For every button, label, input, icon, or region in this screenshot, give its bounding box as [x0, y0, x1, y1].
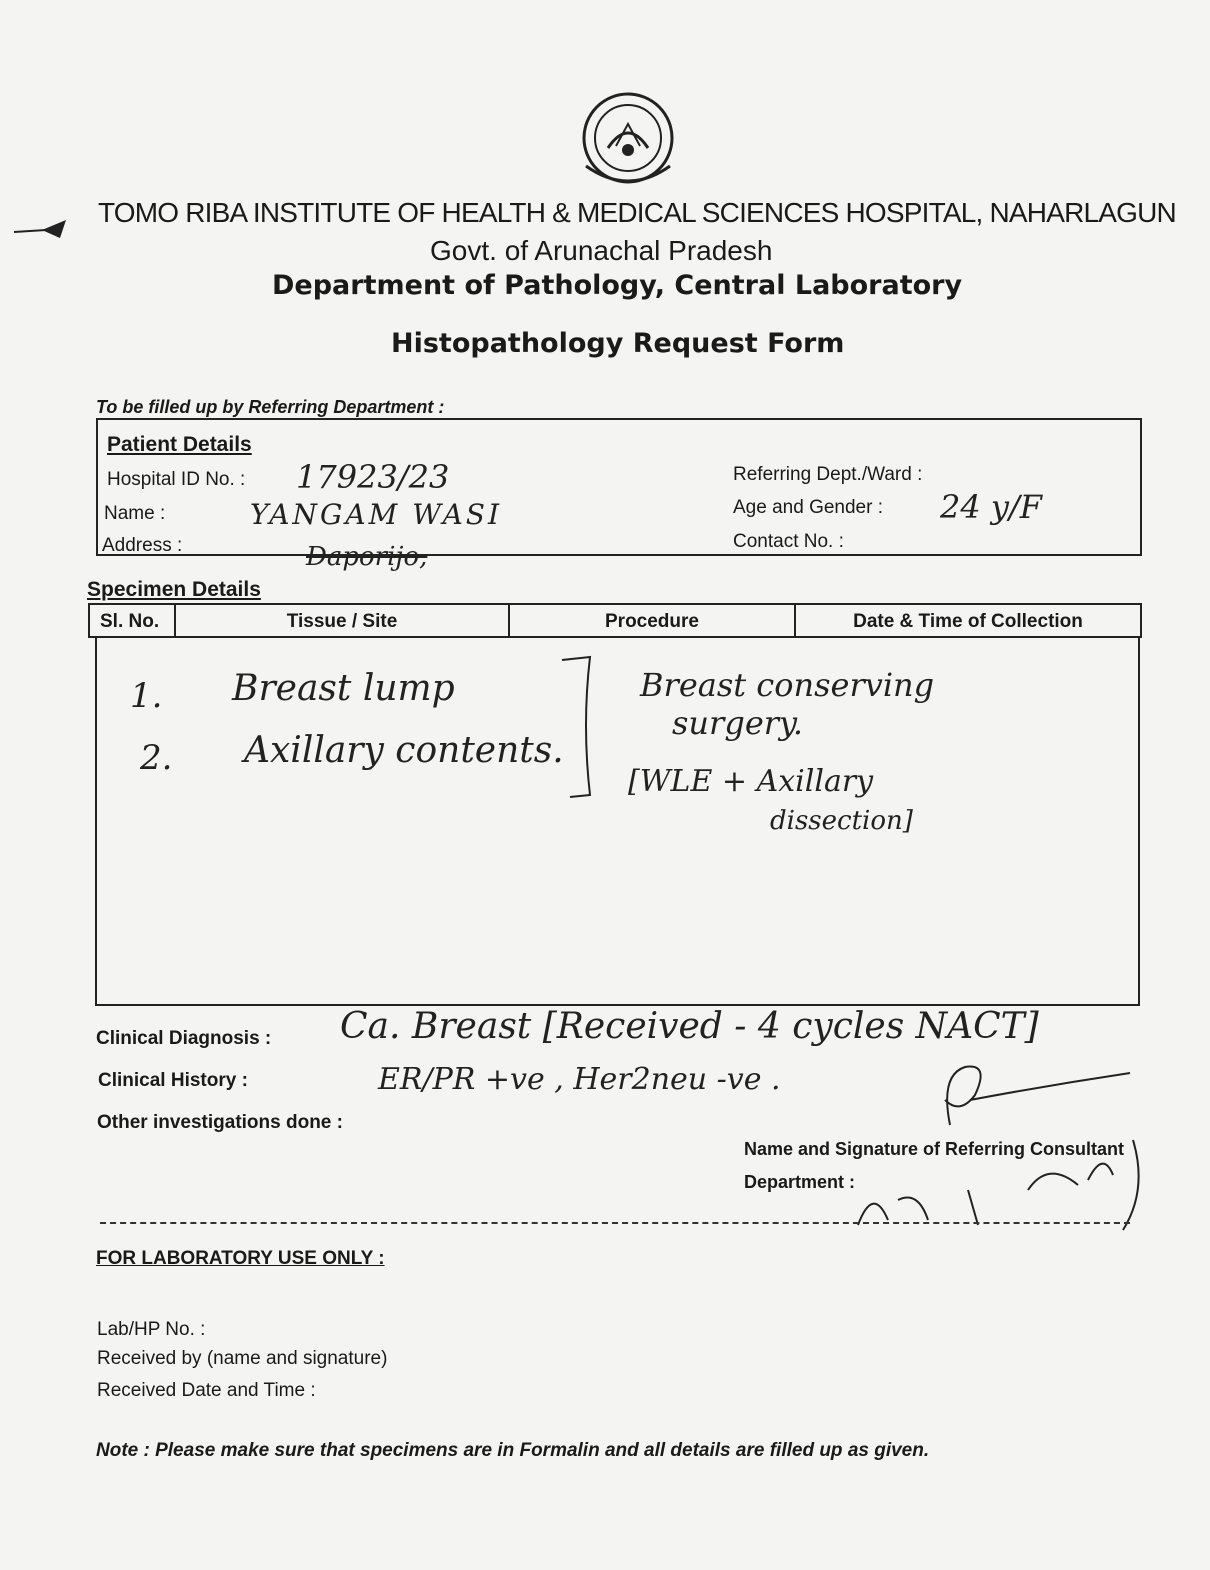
formalin-note: Note : Please make sure that specimens are in Formalin and all details are filled up as given. — [96, 1440, 930, 1461]
instruction-text: To be filled up by Referring Department : — [96, 397, 445, 417]
patient-details-heading: Patient Details — [107, 433, 252, 456]
patient-details-box — [96, 418, 1142, 556]
lab-use-heading: FOR LABORATORY USE ONLY : — [96, 1248, 385, 1269]
institute-name: TOMO RIBA INSTITUTE OF HEALTH & MEDICAL SCIENCES HOSPITAL, NAHARLAGUN — [98, 197, 1176, 228]
age-gender-value: 24 y/F — [940, 488, 1042, 526]
bracket-mark-icon — [560, 655, 600, 805]
arrow-mark-icon — [14, 218, 66, 240]
specimen-details-heading: Specimen Details — [87, 578, 261, 601]
government-line: Govt. of Arunachal Pradesh — [430, 235, 773, 266]
referring-dept-label: Referring Dept./Ward : — [733, 464, 923, 485]
lab-hp-no-label: Lab/HP No. : — [97, 1319, 206, 1340]
other-investigations-label: Other investigations done : — [97, 1112, 343, 1133]
consultant-signature-icon — [910, 1055, 1140, 1135]
section-divider — [100, 1222, 1130, 1224]
clinical-diagnosis-label: Clinical Diagnosis : — [96, 1028, 272, 1049]
address-value: Daporijo, — [306, 542, 428, 572]
clinical-diagnosis-value: Ca. Breast [Received - 4 cycles NACT] — [340, 1006, 1039, 1047]
column-date-time: Date & Time of Collection — [853, 611, 1083, 632]
specimen-sl-2: 2. — [140, 738, 173, 778]
column-procedure: Procedure — [510, 605, 796, 638]
specimen-tissue-1: Breast lump — [232, 668, 455, 709]
department-line: Department of Pathology, Central Laboratory — [272, 270, 963, 301]
age-gender-label: Age and Gender : — [733, 497, 883, 518]
column-tissue-site: Tissue / Site — [176, 605, 510, 638]
specimen-sl-1: 1. — [130, 676, 163, 716]
name-label: Name : — [104, 503, 166, 524]
clinical-history-label: Clinical History : — [98, 1070, 248, 1091]
specimen-tissue-2: Axillary contents. — [244, 730, 564, 771]
procedure-line-1: Breast conserving — [640, 666, 935, 704]
consultant-name-signature-label: Name and Signature of Referring Consultant — [744, 1139, 1125, 1159]
hospital-id-label: Hospital ID No. : — [107, 469, 246, 490]
received-by-label: Received by (name and signature) — [97, 1348, 388, 1369]
received-date-time-label: Received Date and Time : — [97, 1380, 316, 1401]
address-label: Address : — [102, 535, 183, 556]
institute-seal-icon — [578, 88, 678, 188]
column-sl-no: Sl. No. — [90, 605, 176, 638]
contact-label: Contact No. : — [733, 531, 844, 552]
specimen-table-header — [88, 603, 1142, 638]
hospital-id-value: 17923/23 — [296, 458, 450, 496]
patient-name-value: YANGAM WASI — [250, 498, 503, 531]
procedure-line-4: dissection] — [770, 806, 913, 836]
form-title: Histopathology Request Form — [391, 328, 845, 359]
procedure-line-2: surgery. — [672, 704, 804, 742]
clinical-history-value: ER/PR +ve , Her2neu -ve . — [378, 1062, 781, 1097]
consultant-department-label: Department : — [744, 1172, 856, 1192]
procedure-line-3: [WLE + Axillary — [628, 764, 874, 799]
